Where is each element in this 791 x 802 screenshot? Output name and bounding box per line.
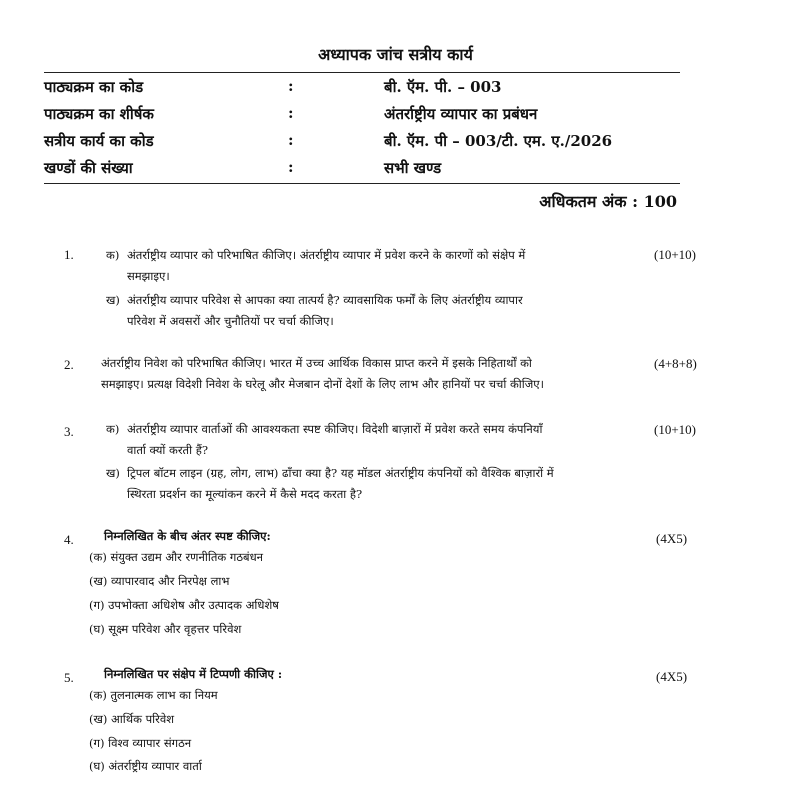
question-number: 4.: [64, 532, 74, 547]
question-number: 5.: [64, 670, 74, 685]
question-heading: निम्नलिखित के बीच अंतर स्पष्ट कीजिए:: [104, 529, 271, 543]
blocks-count-sep: :: [288, 158, 294, 176]
list-item: (घ) अंतर्राष्ट्रीय व्यापार वार्ता: [89, 759, 202, 773]
sub-label: क): [106, 422, 120, 436]
sub-label: ख): [106, 466, 120, 480]
sub-label: ख): [106, 293, 120, 307]
sub-label: क): [106, 248, 120, 262]
list-item: (क) तुलनात्मक लाभ का नियम: [89, 688, 218, 702]
list-item: (ख) व्यापारवाद और निरपेक्ष लाभ: [89, 574, 230, 588]
blocks-count-value: सभी खण्ड: [384, 159, 442, 177]
list-item: (ख) आर्थिक परिवेश: [89, 712, 175, 726]
question-marks: (10+10): [654, 247, 696, 262]
list-item: (ग) उपभोक्ता अधिशेष और उत्पादक अधिशेष: [89, 598, 279, 612]
question-text: समझाइए। प्रत्यक्ष विदेशी निवेश के घरेलू और मेजबान दोनों देशों के लिए लाभ और हानियों पर चर्चा कीजिए।: [101, 377, 545, 391]
question-text: स्थिरता प्रदर्शन का मूल्यांकन करने में कैसे मदद करता है?: [127, 487, 363, 501]
max-marks: अधिकतम अंक : 100: [539, 192, 677, 211]
list-item: (ग) विश्व व्यापार संगठन: [89, 736, 192, 750]
question-text: अंतर्राष्ट्रीय निवेश को परिभाषित कीजिए। भारत में उच्च आर्थिक विकास प्राप्त करने में इसके निहितार्थों को: [101, 356, 532, 370]
question-heading: निम्नलिखित पर संक्षेप में टिप्पणी कीजिए :: [104, 667, 283, 681]
question-text: अंतर्राष्ट्रीय व्यापार वार्ताओं की आवश्यकता स्पष्ट कीजिए। विदेशी बाज़ारों में प्रवेश करते समय कंपनियाँ: [127, 422, 543, 436]
course-code-value: बी. ऍम. पी. – 003: [384, 78, 502, 96]
meta-bottom-rule: [44, 183, 680, 184]
question-text: वार्ता क्यों करती हैं?: [127, 443, 209, 457]
course-title-label: पाठ्यक्रम का शीर्षक: [44, 105, 154, 123]
question-text: ट्रिपल बॉटम लाइन (ग्रह, लोग, लाभ) ढाँचा क्या है? यह मॉडल अंतर्राष्ट्रीय कंपनियों को वैश्विक बाज़ारों में: [127, 466, 554, 480]
assignment-code-value: बी. ऍम. पी – 003/टी. एम. ए./2026: [384, 132, 613, 150]
question-text: अंतर्राष्ट्रीय व्यापार परिवेश से आपका क्या तात्पर्य है? व्यावसायिक फर्मों के लिए अंतर्राष्ट्रीय व्यापार: [127, 293, 523, 307]
question-number: 1.: [64, 247, 74, 262]
question-text: परिवेश में अवसरों और चुनौतियों पर चर्चा कीजिए।: [127, 314, 334, 328]
question-marks: (10+10): [654, 422, 696, 437]
list-item: (घ) सूक्ष्म परिवेश और वृहत्तर परिवेश: [89, 622, 242, 636]
course-title-sep: :: [288, 104, 294, 122]
course-title-value: अंतर्राष्ट्रीय व्यापार का प्रबंधन: [384, 105, 538, 123]
document-title: अध्यापक जांच सत्रीय कार्य: [318, 45, 473, 64]
question-text: समझाइए।: [127, 269, 170, 283]
question-marks: (4X5): [656, 669, 688, 684]
question-number: 3.: [64, 424, 74, 439]
blocks-count-label: खण्डों की संख्या: [44, 159, 133, 177]
assignment-code-sep: :: [288, 131, 294, 149]
list-item: (क) संयुक्त उद्यम और रणनीतिक गठबंधन: [89, 550, 264, 564]
course-code-label: पाठ्यक्रम का कोड: [44, 78, 144, 96]
assignment-code-label: सत्रीय कार्य का कोड: [44, 132, 154, 150]
question-marks: (4+8+8): [654, 356, 697, 371]
course-code-sep: :: [288, 77, 294, 95]
question-marks: (4X5): [656, 531, 688, 546]
question-text: अंतर्राष्ट्रीय व्यापार को परिभाषित कीजिए। अंतर्राष्ट्रीय व्यापार में प्रवेश करने के कारणों को संक्षेप में: [127, 248, 526, 262]
question-number: 2.: [64, 357, 74, 372]
top-rule: [44, 72, 680, 73]
